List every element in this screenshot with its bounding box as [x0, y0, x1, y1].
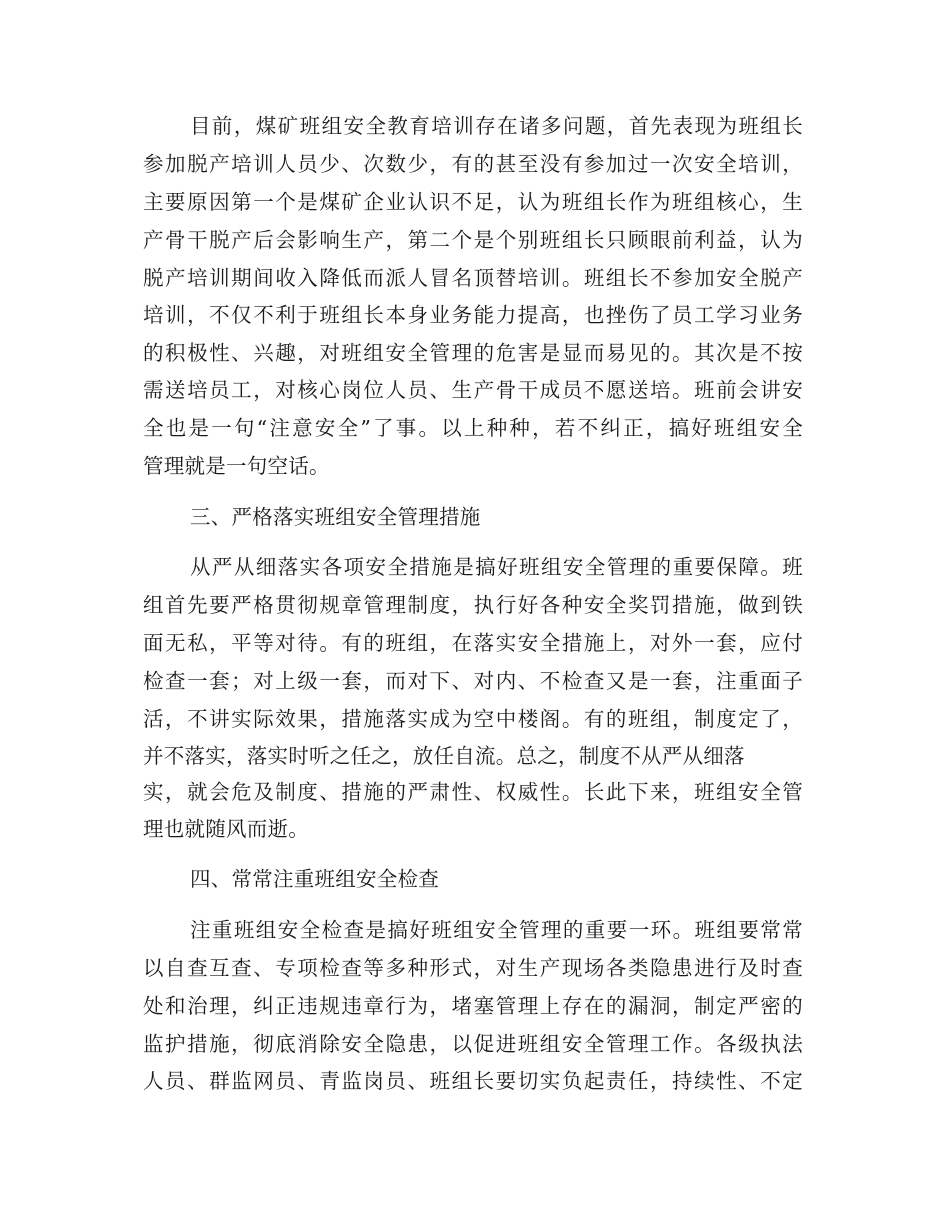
paragraph-2-line-8: 理也就随风而逝。 — [143, 817, 309, 841]
paragraph-1-line-4: 产骨干脱产后会影响生产，第二个是个别班组长只顾眼前利益，认为 — [143, 228, 803, 252]
paragraph-1-line-8: 需送培员工，对核心岗位人员、生产骨干成员不愿送培。班前会讲安 — [143, 378, 803, 402]
paragraph-2-line-1: 从严从细落实各项安全措施是搞好班组安全管理的重要保障。班 — [190, 555, 803, 579]
paragraph-1-line-7: 的积极性、兴趣，对班组安全管理的危害是显而易见的。其次是不按 — [143, 341, 803, 365]
paragraph-2-line-3: 面无私，平等对待。有的班组，在落实安全措施上，对外一套，应付 — [143, 631, 803, 655]
paragraph-2-line-5: 活，不讲实际效果，措施落实成为空中楼阁。有的班组，制度定了， — [143, 707, 803, 731]
paragraph-2-line-2: 组首先要严格贯彻规章管理制度，执行好各种安全奖罚措施，做到铁 — [143, 593, 803, 617]
paragraph-2-line-4: 检查一套；对上级一套，而对下、对内、不检查又是一套，注重面子 — [143, 669, 803, 693]
paragraph-2-line-7: 实，就会危及制度、措施的严肃性、权威性。长此下来，班组安全管 — [143, 780, 803, 804]
paragraph-1-line-9: 全也是一句“注意安全”了事。以上种种，若不纠正，搞好班组安全 — [143, 416, 803, 440]
paragraph-2-line-6: 并不落实，落实时听之任之，放任自流。总之，制度不从严从细落 — [143, 744, 745, 768]
paragraph-1-line-3: 主要原因第一个是煤矿企业认识不足，认为班组长作为班组核心，生 — [143, 190, 803, 214]
paragraph-3-line-1: 注重班组安全检查是搞好班组安全管理的重要一环。班组要常常 — [190, 918, 803, 942]
paragraph-1-line-1: 目前，煤矿班组安全教育培训存在诸多问题，首先表现为班组长 — [190, 114, 803, 138]
section-heading-3: 三、严格落实班组安全管理措施 — [190, 505, 481, 529]
paragraph-3-line-2: 以自查互查、专项检查等多种形式，对生产现场各类隐患进行及时查 — [143, 956, 803, 980]
paragraph-1-line-10: 管理就是一句空话。 — [143, 454, 330, 478]
paragraph-3-line-3: 处和治理，纠正违规违章行为，堵塞管理上存在的漏洞，制定严密的 — [143, 994, 803, 1018]
paragraph-3-line-4: 监护措施，彻底消除安全隐患，以促进班组安全管理工作。各级执法 — [143, 1032, 803, 1056]
paragraph-1-line-6: 培训，不仅不利于班组长本身业务能力提高，也挫伤了员工学习业务 — [143, 303, 803, 327]
paragraph-3-line-5: 人员、群监网员、青监岗员、班组长要切实负起责任，持续性、不定 — [143, 1069, 803, 1093]
section-heading-4: 四、常常注重班组安全检查 — [190, 867, 439, 891]
paragraph-1-line-5: 脱产培训期间收入降低而派人冒名顶替培训。班组长不参加安全脱产 — [143, 266, 803, 290]
paragraph-1-line-2: 参加脱产培训人员少、次数少，有的甚至没有参加过一次安全培训， — [143, 152, 803, 176]
